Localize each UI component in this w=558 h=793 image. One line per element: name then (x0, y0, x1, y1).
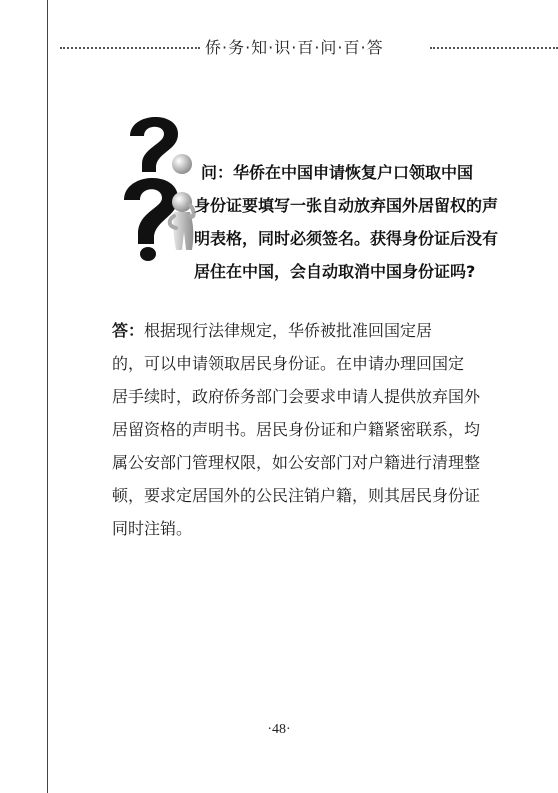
question-line: 明表格，同时必须签名。获得身份证后没有 (194, 229, 499, 248)
binding-margin-line (47, 0, 48, 793)
answer-line: 同时注销。 (112, 519, 193, 538)
question-mark-figure-icon (118, 102, 204, 264)
answer-text (112, 314, 512, 545)
answer-line: 居留资格的声明书。居民身份证和户籍紧密联系，均 (112, 420, 481, 439)
page-number: ·48· (267, 722, 291, 737)
question-line: 问：华侨在中国申请恢复户口领取中国 (201, 163, 474, 182)
running-header: 侨·务·知·识·百·问·百·答 (205, 38, 384, 57)
question-line: 身份证要填写一张自动放弃国外居留权的声 (194, 196, 499, 215)
question-text (196, 156, 516, 288)
answer-label: 答： (112, 321, 145, 340)
question-line: 居住在中国，会自动取消中国身份证吗? (194, 262, 476, 281)
header-dotted-rule-right (430, 47, 558, 49)
answer-line: 居手续时，政府侨务部门会要求申请人提供放弃国外 (112, 387, 481, 406)
answer-line: 属公安部门管理权限，如公安部门对户籍进行清理整 (112, 453, 481, 472)
header-dotted-rule-left (60, 47, 200, 49)
answer-line: 顿，要求定居国外的公民注销户籍，则其居民身份证 (112, 486, 481, 505)
answer-line: 答：根据现行法律规定，华侨被批准回国定居 (112, 321, 433, 340)
answer-line: 的，可以申请领取居民身份证。在申请办理回国定 (112, 354, 465, 373)
